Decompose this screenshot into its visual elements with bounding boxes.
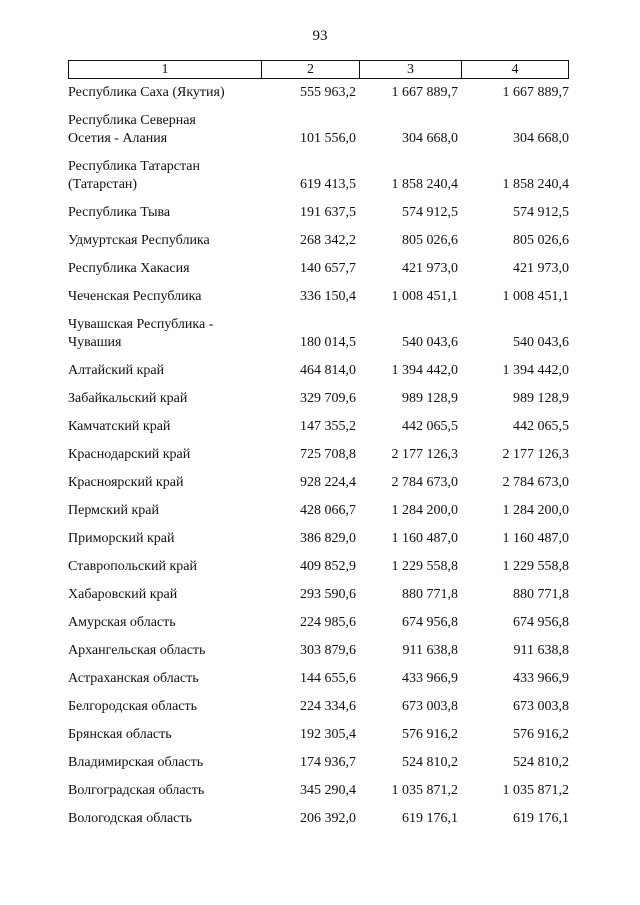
table-row [68,530,569,548]
region-name: Красноярский край [68,475,184,490]
page-number: 93 [312,28,328,44]
value-col-3: 1 284 200,0 [391,503,458,518]
table-row [68,614,569,632]
value-col-4: 1 394 442,0 [502,363,569,378]
value-col-3: 805 026,6 [402,233,458,248]
table-row [68,316,569,352]
value-col-3: 524 810,2 [402,755,458,770]
value-col-3: 442 065,5 [402,419,458,434]
table-row [68,446,569,464]
value-col-4: 2 177 126,3 [502,447,569,462]
region-name: Приморский край [68,531,175,546]
value-col-4: 619 176,1 [513,811,569,826]
value-col-3: 540 043,6 [402,335,458,350]
table-row [68,84,569,102]
value-col-3: 574 912,5 [402,205,458,220]
region-name: Архангельская область [68,643,206,658]
value-col-2: 555 963,2 [300,85,356,100]
value-col-4: 1 667 889,7 [502,85,569,100]
value-col-2: 345 290,4 [300,783,356,798]
region-name: Волгоградская область [68,783,205,798]
value-col-2: 140 657,7 [300,261,356,276]
value-col-3: 421 973,0 [402,261,458,276]
region-name: Республика Саха (Якутия) [68,85,225,100]
column-header-2: 2 [262,61,360,78]
table-row [68,158,569,194]
column-header-4: 4 [511,62,519,77]
value-col-3: 2 784 673,0 [391,475,458,490]
region-name: Пермский край [68,503,159,518]
value-col-3: 880 771,8 [402,587,458,602]
region-name: Забайкальский край [68,391,188,406]
value-col-3: 304 668,0 [402,131,458,146]
value-col-2: 619 413,5 [300,177,356,192]
value-col-2: 464 814,0 [300,363,356,378]
region-name: Ставропольский край [68,559,197,574]
value-col-4: 911 638,8 [513,643,569,658]
value-col-3: 1 008 451,1 [391,289,458,304]
value-col-4: 524 810,2 [513,755,569,770]
table-row [68,782,569,800]
value-col-4: 880 771,8 [513,587,569,602]
value-col-2: 428 066,7 [300,503,356,518]
column-header-1: 1 [69,61,262,78]
value-col-4: 540 043,6 [513,335,569,350]
value-col-2: 268 342,2 [300,233,356,248]
value-col-3: 1 667 889,7 [391,85,458,100]
value-col-4: 1 160 487,0 [502,531,569,546]
value-col-2: 180 014,5 [300,335,356,350]
value-col-4: 442 065,5 [513,419,569,434]
value-col-2: 386 829,0 [300,531,356,546]
table-body [68,84,569,838]
table-row [68,670,569,688]
value-col-3: 2 177 126,3 [391,447,458,462]
region-name: Краснодарский край [68,447,191,462]
table-row [68,390,569,408]
value-col-2: 336 150,4 [300,289,356,304]
region-name: Брянская область [68,727,172,742]
value-col-4: 1 035 871,2 [502,783,569,798]
value-col-3: 1 229 558,8 [391,559,458,574]
region-name: Республика Хакасия [68,261,190,276]
value-col-4: 1 284 200,0 [502,503,569,518]
region-name: Чувашская Республика - Чувашия [68,317,214,350]
value-col-4: 1 858 240,4 [502,177,569,192]
table-row [68,502,569,520]
value-col-2: 293 590,6 [300,587,356,602]
value-col-3: 989 128,9 [402,391,458,406]
value-col-4: 421 973,0 [513,261,569,276]
region-name: Алтайский край [68,363,165,378]
table-row [68,112,569,148]
value-col-3: 674 956,8 [402,615,458,630]
column-header-3: 3 [360,61,462,78]
table-row [68,726,569,744]
value-col-2: 101 556,0 [300,131,356,146]
region-name: Амурская область [68,615,176,630]
value-col-2: 191 637,5 [300,205,356,220]
value-col-3: 1 160 487,0 [391,531,458,546]
region-name: Владимирская область [68,755,204,770]
value-col-4: 576 916,2 [513,727,569,742]
region-name: Хабаровский край [68,587,178,602]
region-name: Республика Тыва [68,205,171,220]
value-col-2: 192 305,4 [300,727,356,742]
value-col-4: 673 003,8 [513,699,569,714]
value-col-3: 911 638,8 [402,643,458,658]
table-row [68,754,569,772]
value-col-3: 576 916,2 [402,727,458,742]
value-col-2: 329 709,6 [300,391,356,406]
region-name: Республика Северная Осетия - Алания [68,113,196,146]
value-col-4: 2 784 673,0 [502,475,569,490]
table-row [68,232,569,250]
table-row [68,810,569,828]
region-name: Вологодская область [68,811,192,826]
value-col-4: 304 668,0 [513,131,569,146]
value-col-4: 574 912,5 [513,205,569,220]
table-row [68,362,569,380]
value-col-4: 989 128,9 [513,391,569,406]
value-col-4: 674 956,8 [513,615,569,630]
region-name: Астраханская область [68,671,199,686]
value-col-3: 1 858 240,4 [391,177,458,192]
value-col-2: 224 985,6 [300,615,356,630]
table-header [68,60,569,79]
table-row [68,698,569,716]
table-row [68,642,569,660]
value-col-2: 725 708,8 [300,447,356,462]
value-col-3: 1 035 871,2 [391,783,458,798]
value-col-3: 619 176,1 [402,811,458,826]
region-name: Республика Татарстан (Татарстан) [68,159,201,192]
value-col-3: 433 966,9 [402,671,458,686]
value-col-4: 1 229 558,8 [502,559,569,574]
table-row [68,474,569,492]
value-col-3: 1 394 442,0 [391,363,458,378]
region-name: Белгородская область [68,699,198,714]
value-col-2: 147 355,2 [300,419,356,434]
table-row [68,558,569,576]
table-row [68,288,569,306]
region-name: Камчатский край [68,419,171,434]
value-col-2: 174 936,7 [300,755,356,770]
value-col-4: 433 966,9 [513,671,569,686]
value-col-2: 409 852,9 [300,559,356,574]
value-col-4: 1 008 451,1 [502,289,569,304]
region-name: Удмуртская Республика [68,233,210,248]
value-col-2: 928 224,4 [300,475,356,490]
value-col-3: 673 003,8 [402,699,458,714]
table-row [68,418,569,436]
table-row [68,586,569,604]
region-name: Чеченская Республика [68,289,202,304]
table-row [68,260,569,278]
value-col-2: 224 334,6 [300,699,356,714]
value-col-2: 206 392,0 [300,811,356,826]
table-row [68,204,569,222]
value-col-2: 303 879,6 [300,643,356,658]
value-col-2: 144 655,6 [300,671,356,686]
value-col-4: 805 026,6 [513,233,569,248]
